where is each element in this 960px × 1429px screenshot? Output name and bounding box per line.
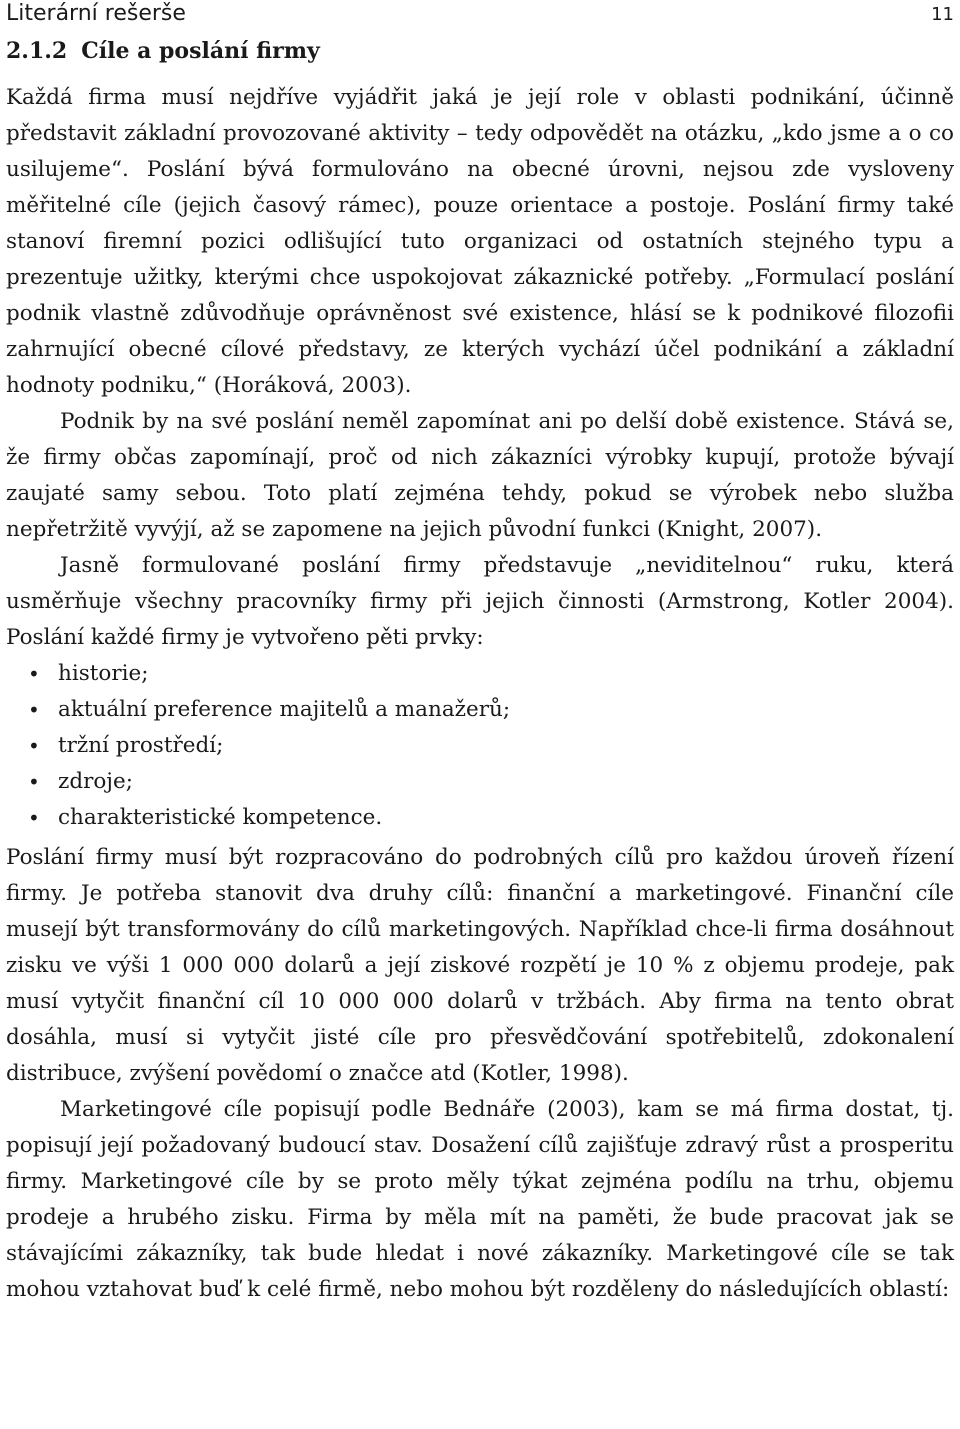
paragraph-mission-elements: Jasně formulované poslání firmy představuje „neviditelnou“ ruku, která usměrňuje všechny pracovníky firmy při jejich činnosti (Armstrong, Kotler 2004). Poslání každé firmy je vytvořeno pěti prvky: xyxy=(6,553,954,650)
paragraph-marketing-goals: Marketingové cíle popisují podle Bednáře (2003), kam se má firma dostat, tj. popisují její požadovaný budoucí stav. Dosažení cílů zajišťuje zdravý růst a prosperitu firmy. Marketingové cíle by se proto měly týkat zejména podílu na trhu, objemu prodeje a hrubého zisku. Firma by měla mít na paměti, že bude pracovat jak se stávajícími zákazníky, tak bude hledat i nové zákazníky. Marketingové cíle se tak mohou vztahovat buď k celé firmě, nebo mohou být rozděleny do následujících oblastí: xyxy=(6,1097,954,1302)
mission-elements-list xyxy=(6,656,954,836)
page-number: 11 xyxy=(931,4,954,25)
bullet-icon: • xyxy=(28,698,40,722)
section-heading xyxy=(6,34,954,68)
running-title: Literární rešerše xyxy=(6,1,186,26)
bullet-icon: • xyxy=(28,734,40,758)
section-title: Cíle a poslání firmy xyxy=(81,38,320,64)
list-item: • tržní prostředí; xyxy=(6,728,954,764)
bullet-icon: • xyxy=(28,662,40,686)
running-header xyxy=(6,0,954,30)
paragraph-mission-persistence: Podnik by na své poslání neměl zapomínat ani po delší době existence. Stává se, že firmy občas zapomínají, proč od nich zákazníci výrobky kupují, protože bývají zaujaté samy sebou. Toto platí zejména tehdy, pokud se výrobek nebo služba nepřetržitě vyvýjí, až se zapomene na jejich původní funkci (Knight, 2007). xyxy=(6,409,954,542)
bullet-icon: • xyxy=(28,806,40,830)
list-item: • aktuální preference majitelů a manažerů; xyxy=(6,692,954,728)
list-item: • historie; xyxy=(6,656,954,692)
list-item: • charakteristické kompetence. xyxy=(6,800,954,836)
paragraph-mission-definition: Každá firma musí nejdříve vyjádřit jaká je její role v oblasti podnikání, účinně představit základní provozované aktivity – tedy odpovědět na otázku, „kdo jsme a o co usilujeme“. Poslání bývá formulováno na obecné úrovni, nejsou zde vysloveny měřitelné cíle (jejich časový rámec), pouze orientace a postoje. Poslání firmy také stanoví firemní pozici odlišující tuto organizaci od ostatních stejného typu a prezentuje užitky, kterými chce uspokojovat zákaznické potřeby. „Formulací poslání podnik vlastně zdůvodňuje oprávněnost své existence, hlásí se k podnikové filozofii zahrnující obecné cílové představy, ze kterých vychází účel podnikání a základní hodnoty podniku,“ (Horáková, 2003). xyxy=(6,85,954,398)
paragraph-goal-breakdown: Poslání firmy musí být rozpracováno do podrobných cílů pro každou úroveň řízení firmy. Je potřeba stanovit dva druhy cílů: finanční a marketingové. Finanční cíle musejí být transformovány do cílů marketingových. Například chce-li firma dosáhnout zisku ve výši 1 000 000 dolarů a její ziskové rozpětí je 10 % z objemu prodeje, pak musí vytyčit finanční cíl 10 000 000 dolarů v tržbách. Aby firma na tento obrat dosáhla, musí si vytyčit jisté cíle pro přesvědčování spotřebitelů, zdokonalení distribuce, zvýšení povědomí o značce atd (Kotler, 1998). xyxy=(6,845,954,1086)
list-item: • zdroje; xyxy=(6,764,954,800)
section-number: 2.1.2 xyxy=(6,38,68,64)
bullet-icon: • xyxy=(28,770,40,794)
